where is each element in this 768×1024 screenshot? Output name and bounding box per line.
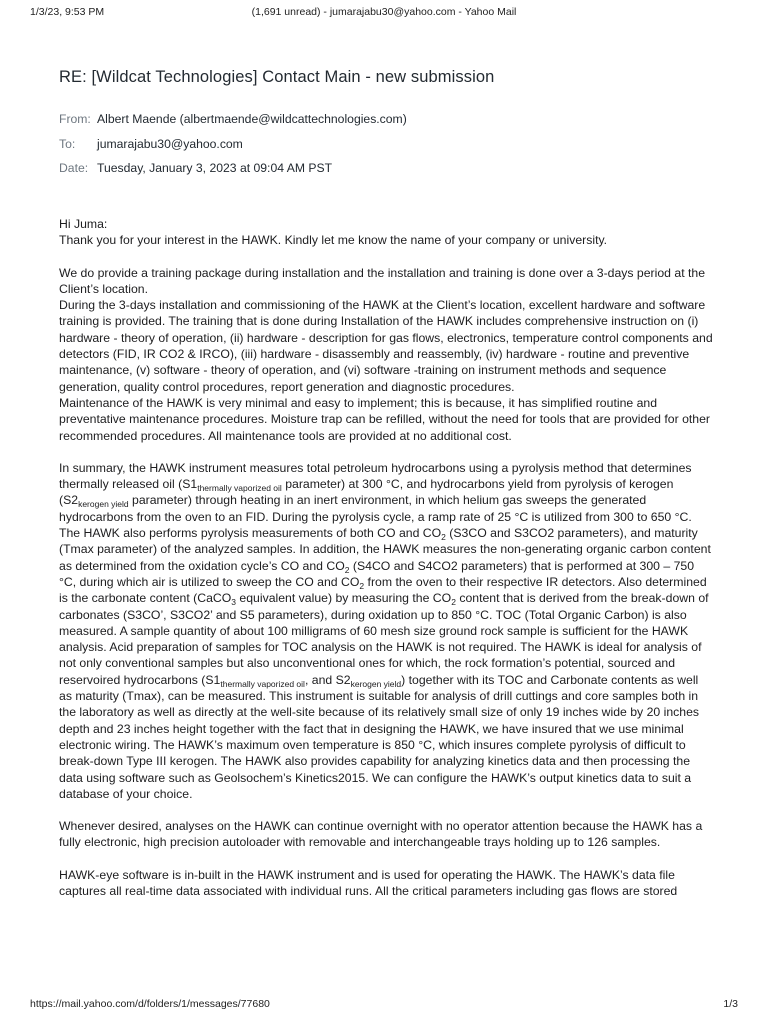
paragraph-autoloader: Whenever desired, analyses on the HAWK can continue overnight with no operator attention because the HAWK has a fully electronic, high precision autoloader with removable and interchangeable trays holding up to 126 samples. [59, 819, 703, 850]
from-label: From: [59, 112, 91, 126]
paragraph-training-details: During the 3-days installation and commissioning of the HAWK at the Client’s location, excellent hardware and software training is provided. The training that is done during Installation of the HAWK includes comprehensive instruction on (i) hardware - theory of operation, (ii) hardware - description for gas flows, electronics, temperature control components and detectors (FID, IR CO2 & IRCO), (iii) hardware - disassembly and reassembly, (iv) hardware - routine and preventive maintenance, (v) software - theory of operation, and (vi) software -training on instrument methods and sequence generation, quality control procedures, report generation and diagnostic procedures. [59, 298, 713, 394]
paragraph-maintenance: Maintenance of the HAWK is very minimal and easy to implement; this is because, it has simplified routine and preventative maintenance procedures. Moisture trap can be refilled, without the need for tools that are provided for other recommended procedures. All maintenance tools are provided at no additional cost. [59, 395, 710, 443]
print-page-number: 1/3 [723, 998, 738, 1010]
to-label: To: [59, 136, 76, 151]
email-body [59, 216, 713, 915]
print-tab-title: (1,691 unread) - jumarajabu30@yahoo.com - Yahoo Mail [251, 6, 517, 18]
date-label: Date: [59, 161, 89, 175]
print-header [0, 6, 768, 22]
print-footer [0, 998, 768, 1014]
from-value[interactable]: Albert Maende (albertmaende@wildcattechnologies.com) [97, 112, 407, 126]
email-subject: RE: [Wildcat Technologies] Contact Main - new submission [59, 68, 495, 86]
paragraph-summary: In summary, the HAWK instrument measures total petroleum hydrocarbons using a pyrolysis method that determines thermally released oil ($S1_{thermally vaporized oil}$ parameter) at 300 °C, and hydrocarbons yield from pyrolysis of kerogen ($S2_{kerogen yield}$ parameter) through heating in an inert environment, in which helium gas sweeps the generated hydrocarbons from the oven to an FID. During the pyrolysis cycle, a ramp rate of 25 °C is utilized from 300 to 650 °C. The HAWK also performs pyrolysis measurements of both CO and $CO_2$ (S3CO and S3CO2 parameters), and maturity (Tmax parameter) of the analyzed samples. In addition, the HAWK measures the non-generating organic carbon content as determined from the oxidation cycle’s CO and $CO_2$ (S4CO and S4CO2 parameters) that is performed at 300 – 750 °C, during which air is utilized to sweep the CO and $CO_2$ from the oven to their respective IR detectors. Also determined is the carbonate content (CaCO$_3$ equivalent value) by measuring the $CO_2$ content that is derived from the break-down of carbonates (S3CO’, S3CO2’ and S5 parameters), during oxidation up to 850 °C. TOC (Total Organic Carbon) is also measured. A sample quantity of about 100 milligrams of 60 mesh size ground rock sample is sufficient for the HAWK analysis. Acid preparation of samples for TOC analysis on the HAWK is not required. The HAWK is ideal for analysis of not only conventional samples but also unconventional ones for which, the rock formation’s potential, sourced and reservoired hydrocarbons ($S1_{thermally vaporized oil}$, and $S2_{kerogen yield}$) together with its TOC and Carbonate contents as well as maturity (Tmax), can be measured. This instrument is suitable for analysis of drill cuttings and core samples both in the laboratory as well as directly at the well-site because of its relatively small size of only 19 inches wide by 20 inches depth and 23 inches height together with the fact that in designing the HAWK, we have insured that we use minimal electronic wiring. The HAWK’s maximum oven temperature is 850 °C, which insures complete pyrolysis of difficult to break-down Type III kerogen. The HAWK also provides capability for analyzing kinetics data and then processing the data using software such as Geolsochem’s Kinetics2015. We can configure the HAWK’s output kinetics data to suit a database of your choice. [59, 460, 711, 801]
paragraph-software: HAWK-eye software is in-built in the HAWK instrument and is used for operating the HAWK. The HAWK’s data file captures all real-time data associated with individual runs. All the critical parameters including gas flows are stored [59, 867, 678, 898]
greeting: Hi Juma: [59, 217, 108, 231]
date-value: Tuesday, January 3, 2023 at 09:04 AM PST [97, 161, 333, 175]
print-url: https://mail.yahoo.com/d/folders/1/messages/77680 [30, 998, 270, 1010]
email-meta [59, 112, 719, 186]
to-row [59, 137, 719, 162]
to-value[interactable]: jumarajabu30@yahoo.com [97, 136, 243, 151]
paragraph-training-package: We do provide a training package during installation and the installation and training is done over a 3-days period at the Client’s location. [59, 265, 706, 296]
from-row [59, 112, 719, 137]
date-row [59, 161, 719, 186]
print-datetime: 1/3/23, 9:53 PM [30, 6, 105, 18]
paragraph-thanks: Thank you for your interest in the HAWK. Kindly let me know the name of your company or university. [59, 233, 608, 248]
